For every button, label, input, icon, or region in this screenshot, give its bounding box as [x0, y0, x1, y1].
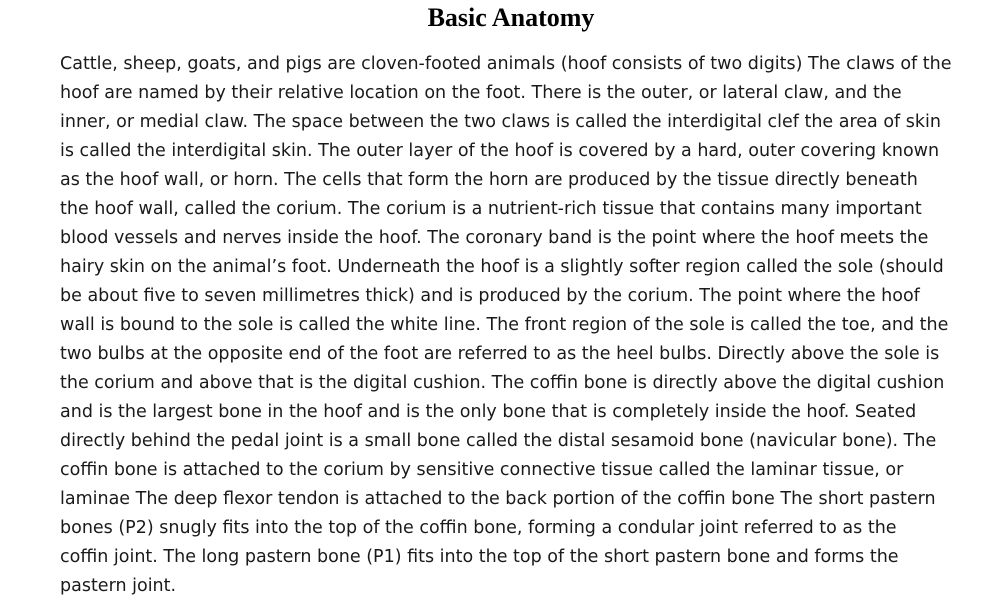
- paragraph-line: hoof are named by their relative location on the foot. There is the outer, or lateral claw, and the: [60, 83, 902, 103]
- document-title: Basic Anatomy: [427, 3, 595, 32]
- paragraph-line: inner, or medial claw. The space between the two claws is called the interdigital clef the area of skin: [60, 112, 941, 132]
- paragraph-line: bones (P2) snugly fits into the top of the coffin bone, forming a condular joint referred to as the: [60, 518, 897, 538]
- paragraph-line: coffin bone is attached to the corium by sensitive connective tissue called the laminar tissue, or: [60, 460, 904, 480]
- paragraph-line: pastern joint.: [60, 576, 177, 596]
- paragraph-line: coffin joint. The long pastern bone (P1) fits into the top of the short pastern bone and forms the: [60, 547, 899, 567]
- paragraph-line: Cattle, sheep, goats, and pigs are cloven-footed animals (hoof consists of two digits) The claws of the: [60, 54, 952, 74]
- paragraph-line: the corium and above that is the digital cushion. The coffin bone is directly above the digital cushion: [60, 373, 945, 393]
- body-paragraph: [60, 50, 952, 601]
- paragraph-line: blood vessels and nerves inside the hoof. The coronary band is the point where the hoof meets the: [60, 228, 929, 248]
- paragraph-line: is called the interdigital skin. The outer layer of the hoof is covered by a hard, outer covering known: [60, 141, 940, 161]
- paragraph-line: hairy skin on the animal’s foot. Underneath the hoof is a slightly softer region called the sole (should: [60, 257, 944, 277]
- paragraph-line: be about five to seven millimetres thick) and is produced by the corium. The point where the hoof: [60, 286, 920, 306]
- paragraph-line: as the hoof wall, or horn. The cells that form the horn are produced by the tissue directly beneath: [60, 170, 918, 190]
- paragraph-line: directly behind the pedal joint is a small bone called the distal sesamoid bone (navicular bone). The: [60, 431, 937, 451]
- paragraph-line: and is the largest bone in the hoof and is the only bone that is completely inside the hoof. Seated: [60, 402, 917, 422]
- paragraph-line: two bulbs at the opposite end of the foot are referred to as the heel bulbs. Directly above the sole is: [60, 344, 940, 364]
- paragraph-line: laminae The deep flexor tendon is attached to the back portion of the coffin bone The short pastern: [60, 489, 936, 509]
- paragraph-line: wall is bound to the sole is called the white line. The front region of the sole is called the toe, and the: [60, 315, 949, 335]
- paragraph-line: the hoof wall, called the corium. The corium is a nutrient-rich tissue that contains many important: [60, 199, 922, 219]
